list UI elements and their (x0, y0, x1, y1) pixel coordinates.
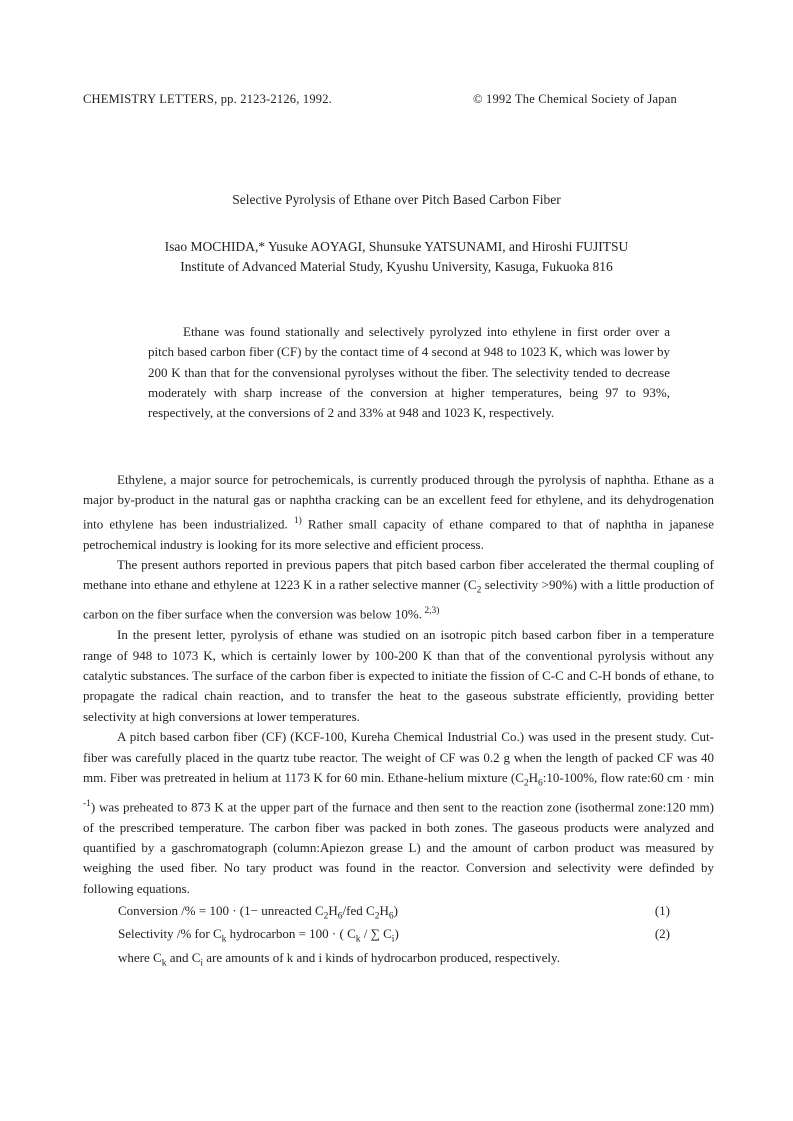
equation-number-1: (1) (654, 903, 670, 918)
reference-2-3: 2,3) (421, 606, 440, 617)
author-list: Isao MOCHIDA,* Yusuke AOYAGI, Shunsuke YATSUNAMI, and Hiroshi FUJITSU (164, 239, 629, 254)
paragraph-3: In the present letter, pyrolysis of ethane was studied on an isotropic pitch based carbon fiber in a temperature range of 948 to 1073 K, which is certainly lower by 100-200 K than that of the conventional pyrolysis without any catalytic substances. The surface of the carbon fiber is expected to initiate the fission of C-C and C-H bonds of ethane, to propagate the radical chain reaction, and to transfer the heat to the gaseous substrate efficiently, providing better selectivity at high conversions at lower temperatures. (83, 627, 714, 724)
abstract-text: Ethane was found stationally and selectively pyrolyzed into ethylene in first order over a pitch based carbon fiber (CF) by the contact time of 4 second at 948 to 1023 K, which was lower by 200 K than that for the convensional pyrolyses without the fiber. The selectivity tended to decrease moderately with sharp increase of the conversion at higher temperatures, being 97 to 93%, respectively, at the conversions of 2 and 33% at 948 and 1023 K, respectively. (148, 324, 670, 421)
equation-definition: where $C_k$ and $C_i$ are amounts of k and i kinds of hydrocarbon produced, respectively. (118, 950, 560, 969)
abstract (148, 322, 670, 423)
equation-conversion: Conversion /% = 100 · (1− unreacted $C_2H_6$/fed $C_2H_6$) (1) (118, 903, 670, 922)
copyright-notice: © 1992 The Chemical Society of Japan (473, 92, 677, 106)
paragraph-2: The present authors reported in previous papers that pitch based carbon fiber accelerated the thermal coupling of methane into ethane and ethylene at 1223 K in a rather selective manner ($C_2$ selectivity >90%) with a little production of carbon on the fiber surface when the conversion was below 10%. $^{2,3)}$ (83, 556, 715, 622)
body-text (83, 470, 714, 899)
paragraph-1: Ethylene, a major source for petrochemicals, is currently produced through the pyrolysis of naphtha. Ethane as a major by-product in the natural gas or naphtha cracking can be an excellent feed for ethylene, and its dehydrogenation into ethylene has been industrialized. $^{1)}$ Rather small capacity of ethane compared to that of naphtha in japanese petrochemical industry is looking for its more selective and efficient process. (83, 472, 715, 552)
reference-1: 1) (293, 515, 302, 526)
journal-citation: CHEMISTRY LETTERS, pp. 2123-2126, 1992. (83, 92, 333, 106)
affiliation: Institute of Advanced Material Study, Kyushu University, Kasuga, Fukuoka 816 (180, 259, 613, 274)
equation-selectivity: Selectivity /% for $C_k$ hydrocarbon = 100 · ( $C_k$ / ∑ $C_i$) (2) (118, 926, 670, 945)
paragraph-4: A pitch based carbon fiber (CF) (KCF-100, Kureha Chemical Industrial Co.) was used in the present study. Cut-fiber was carefully placed in the quartz tube reactor. The weight of CF was 0.2 g when the length of packed CF was 40 mm. Fiber was pretreated in helium at 1173 K for 60 min. Ethane-helium mixture ($C_2H_6:10-100\%$, flow rate:60 cm · min $^{-1}$) was preheated to 873 K at the upper part of the furnace and then sent to the reaction zone (isothermal zone:120 mm) of the prescribed temperature. The carbon fiber was packed in both zones. The gaseous products were analyzed and quantified by a gaschromatograph (column:Apiezon grease L) and the amount of carbon product was measured by weighing the used fiber. No tary product was found in the reactor. Conversion and selectivity were definded by following equations. (83, 729, 714, 896)
paper-title: Selective Pyrolysis of Ethane over Pitch Based Carbon Fiber (232, 192, 561, 207)
equation-number-2: (2) (654, 926, 670, 941)
author-block (0, 237, 793, 277)
